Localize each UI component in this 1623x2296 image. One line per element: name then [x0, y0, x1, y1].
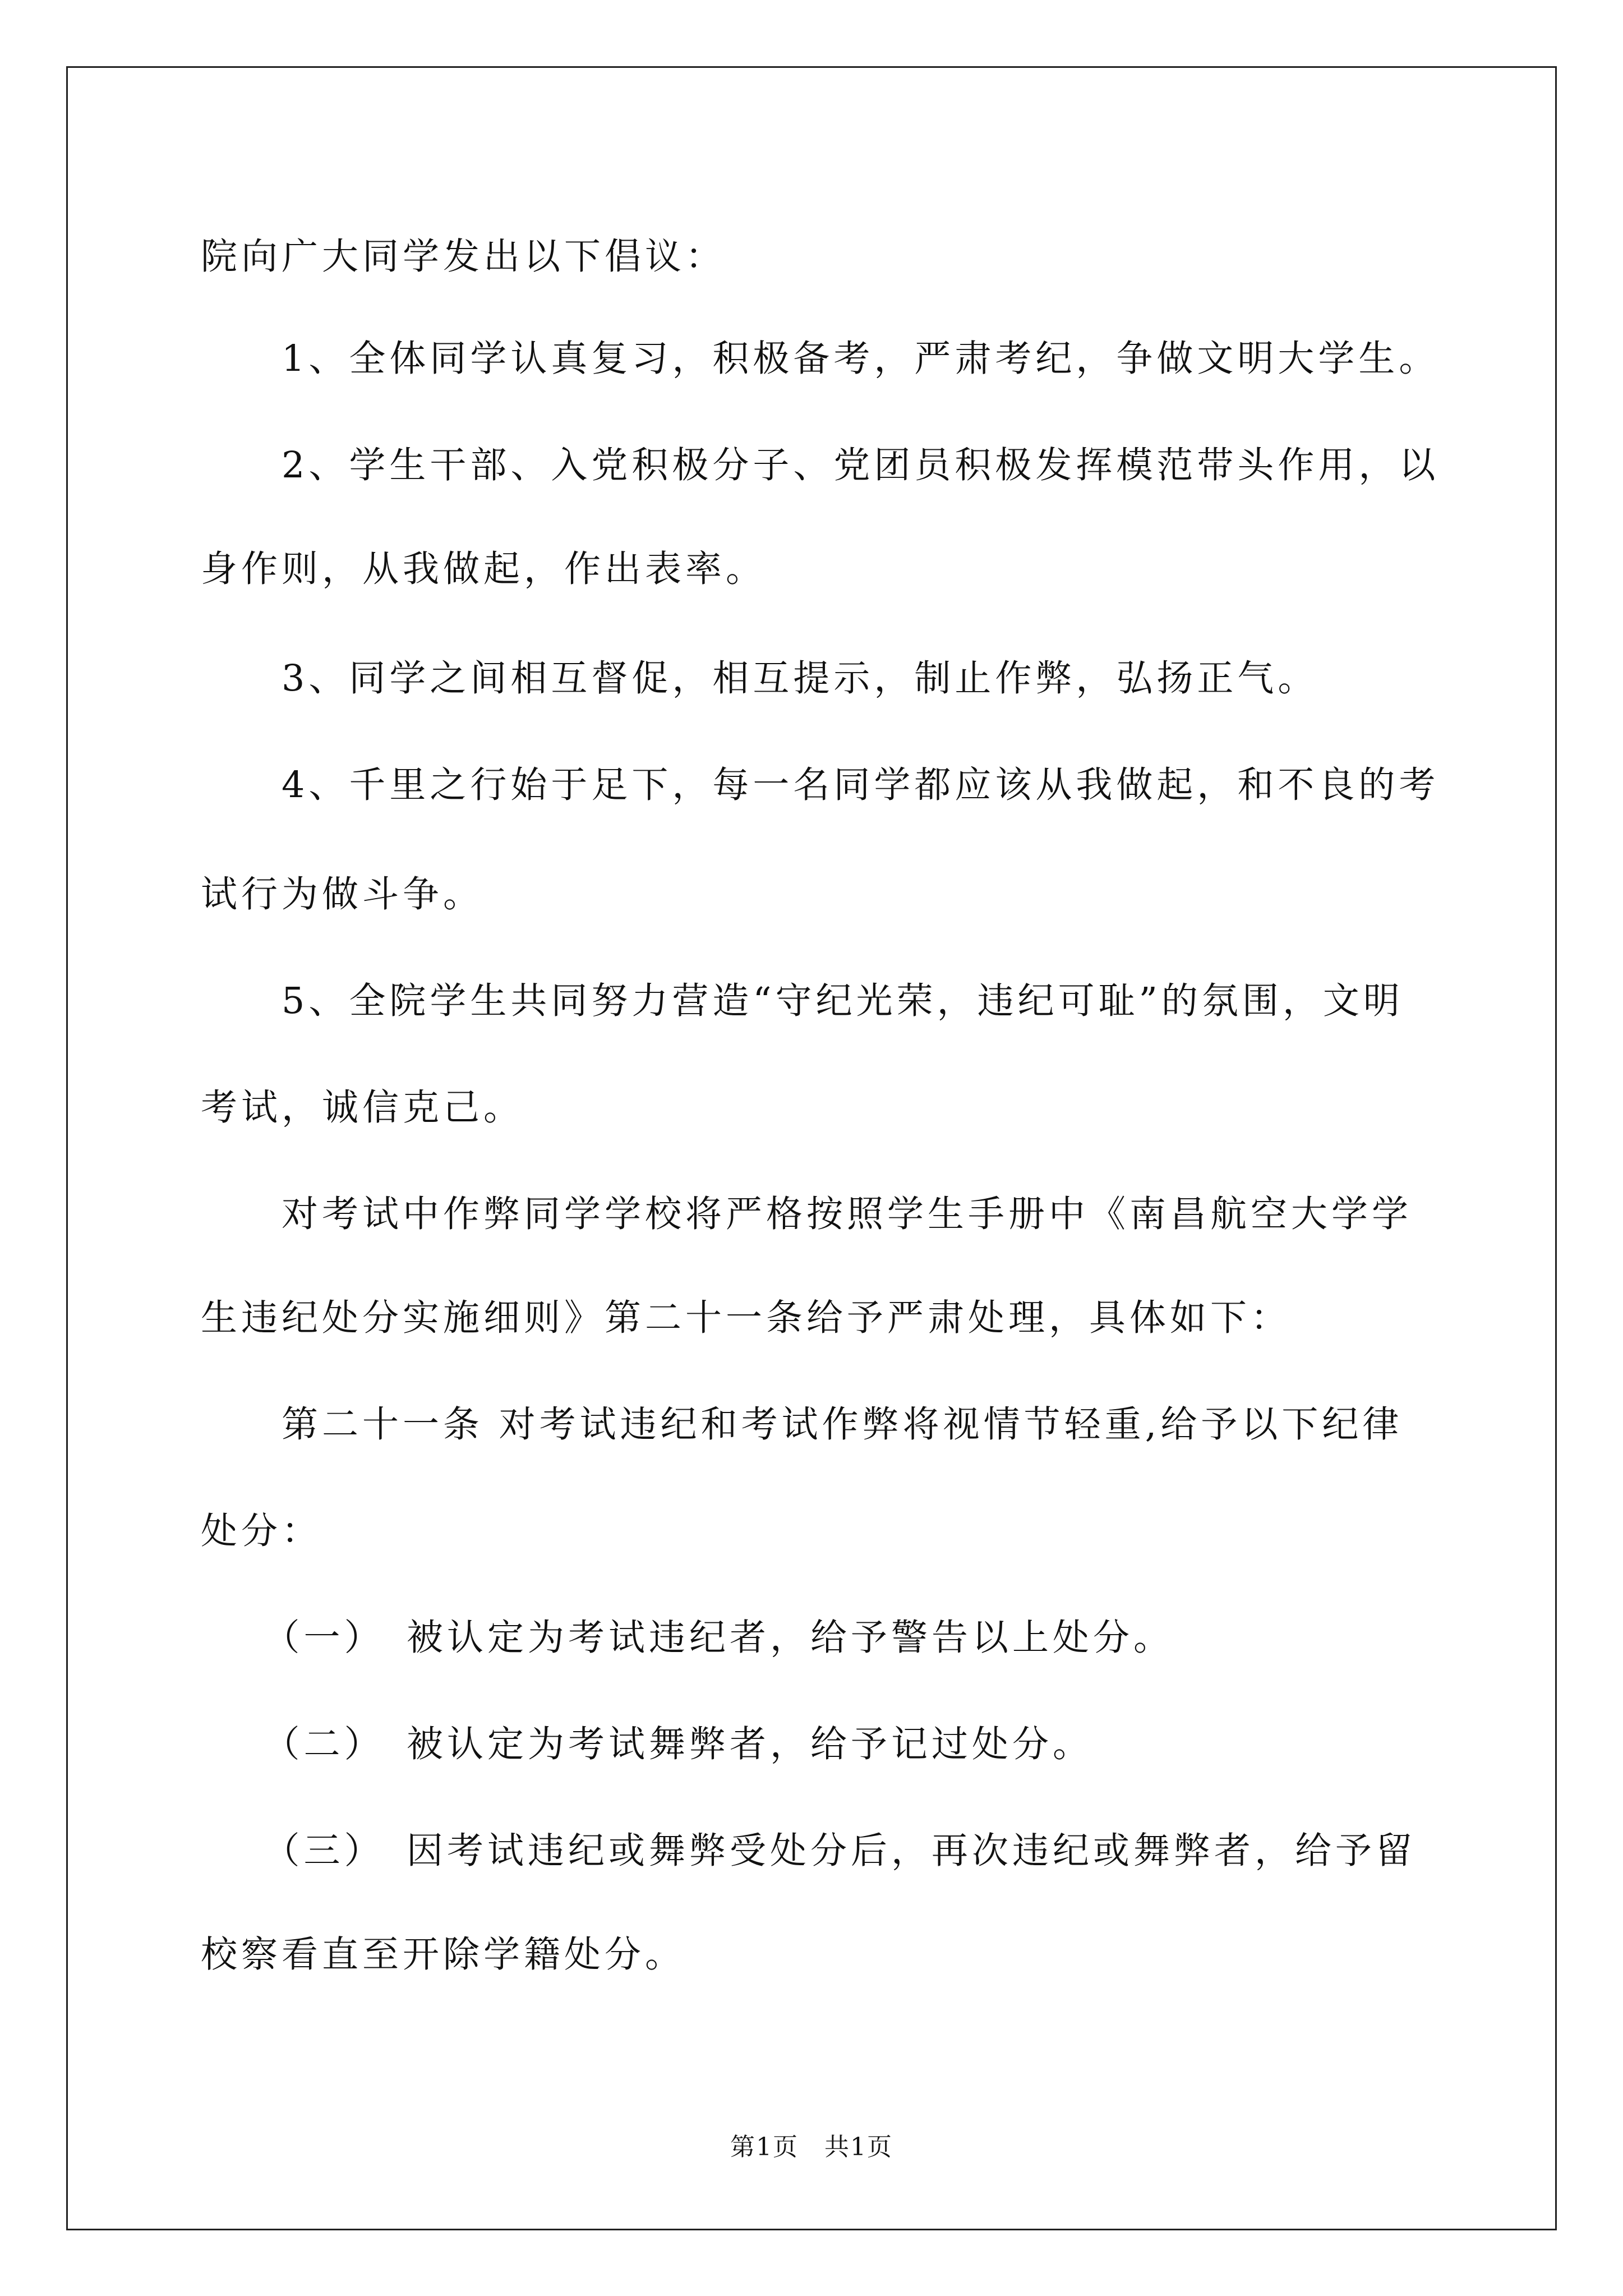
text-line: 2、学生干部、入党积极分子、党团员积极发挥模范带头作用，以 — [201, 444, 1440, 486]
text-line: （一） 被认定为考试违纪者，给予警告以上处分。 — [201, 1617, 1174, 1659]
text-line: 院向广大同学发出以下倡议： — [201, 236, 726, 278]
page-footer: 第1页 共1页 — [730, 2133, 893, 2161]
text-line: 对考试中作弊同学学校将严格按照学生手册中《南昌航空大学学 — [201, 1193, 1413, 1235]
text-line: （二） 被认定为考试舞弊者，给予记过处分。 — [201, 1723, 1094, 1765]
text-line: 试行为做斗争。 — [201, 873, 484, 915]
text-line: 考试，诚信克己。 — [201, 1087, 524, 1129]
text-line: （三） 因考试违纪或舞弊受处分后，再次违纪或舞弊者，给予留 — [201, 1830, 1417, 1872]
text-line: 生违纪处分实施细则》第二十一条给予严肃处理，具体如下： — [201, 1297, 1292, 1339]
page-border — [66, 66, 1557, 2230]
text-line: 3、同学之间相互督促，相互提示，制止作弊，弘扬正气。 — [201, 657, 1318, 700]
text-line: 身作则，从我做起，作出表率。 — [201, 548, 767, 590]
text-line: 5、全院学生共同努力营造“守纪光荣，违纪可耻”的氛围，文明 — [201, 980, 1404, 1022]
text-line: 第二十一条 对考试违纪和考试作弊将视情节轻重,给予以下纪律 — [201, 1404, 1403, 1446]
text-line: 1、全体同学认真复习，积极备考，严肃考纪，争做文明大学生。 — [201, 338, 1440, 380]
text-line: 处分： — [201, 1510, 322, 1552]
text-line: 4、千里之行始于足下，每一名同学都应该从我做起，和不良的考 — [201, 764, 1440, 806]
text-line: 校察看直至开除学籍处分。 — [201, 1934, 686, 1976]
